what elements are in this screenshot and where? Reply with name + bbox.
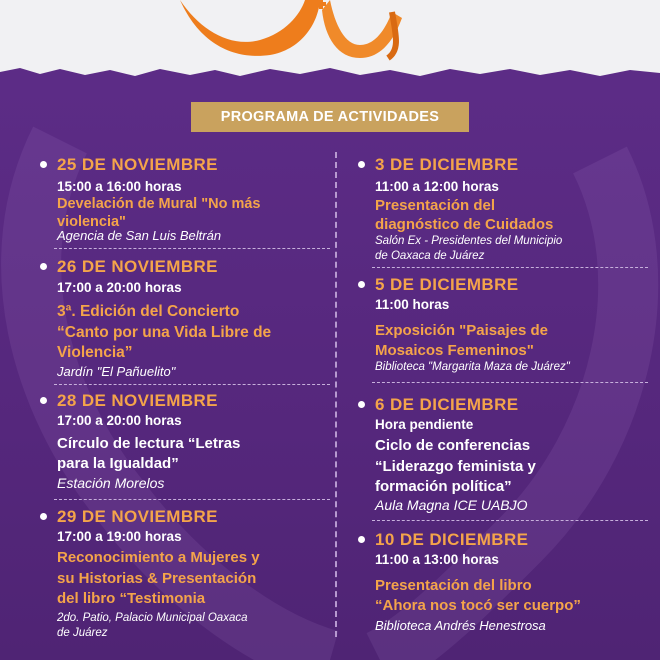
event-place: Biblioteca Andrés Henestrosa bbox=[375, 618, 546, 633]
event-date: 10 DE DICIEMBRE bbox=[375, 530, 529, 549]
event-place: Salón Ex - Presidentes del Municipio de Oaxaca de Juárez bbox=[375, 235, 563, 262]
event-title: Presentación del libro “Ahora nos tocó ser cuerpo” bbox=[375, 577, 581, 614]
bullet-icon bbox=[358, 401, 365, 408]
event-date: 29 DE NOVIEMBRE bbox=[57, 507, 218, 526]
event-place: Biblioteca "Margarita Maza de Juárez" bbox=[375, 361, 570, 373]
event-title: Círculo de lectura “Letras para la Igualdad” bbox=[57, 435, 241, 472]
event-date: 25 DE NOVIEMBRE bbox=[57, 155, 218, 174]
event-date: 26 DE NOVIEMBRE bbox=[57, 257, 218, 276]
event-place: 2do. Patio, Palacio Municipal Oaxaca de Juárez bbox=[57, 612, 248, 639]
event-title: Reconocimiento a Mujeres y su Historias & Presentación del libro “Testimonia bbox=[57, 549, 260, 607]
bullet-icon bbox=[358, 536, 365, 543]
separator bbox=[54, 248, 330, 249]
event-date: 6 DE DICIEMBRE bbox=[375, 395, 519, 414]
bullet-icon bbox=[358, 161, 365, 168]
bullet-icon bbox=[358, 281, 365, 288]
separator bbox=[54, 384, 330, 385]
separator bbox=[372, 520, 648, 521]
event-title: Exposición "Paisajes de Mosaicos Femeninos" bbox=[375, 322, 549, 359]
event-time: 17:00 a 20:00 horas bbox=[57, 413, 182, 428]
event-title: Develación de Mural "No más violencia" bbox=[57, 196, 261, 230]
bullet-icon bbox=[40, 263, 47, 270]
event-title: Presentación del diagnóstico de Cuidados bbox=[375, 197, 554, 233]
event-place: Jardín "El Pañuelito" bbox=[57, 364, 176, 379]
separator bbox=[372, 382, 648, 383]
event-date: 5 DE DICIEMBRE bbox=[375, 275, 519, 294]
event-time: 15:00 a 16:00 horas bbox=[57, 179, 182, 194]
event-time: 17:00 a 20:00 horas bbox=[57, 280, 182, 295]
event-time: 11:00 a 12:00 horas bbox=[375, 179, 499, 194]
column-divider bbox=[335, 152, 337, 637]
event-time: 17:00 a 19:00 horas bbox=[57, 529, 182, 544]
top-banner bbox=[0, 0, 660, 80]
event-place: Aula Magna ICE UABJO bbox=[375, 497, 528, 513]
event-title: Ciclo de conferencias “Liderazgo feminista y formación política” bbox=[375, 437, 536, 495]
program-header: PROGRAMA DE ACTIVIDADES bbox=[191, 102, 469, 132]
torn-paper-edge bbox=[0, 60, 660, 80]
event-time: Hora pendiente bbox=[375, 417, 474, 432]
event-time: 11:00 a 13:00 horas bbox=[375, 552, 499, 567]
event-time: 11:00 horas bbox=[375, 297, 450, 312]
event-date: 3 DE DICIEMBRE bbox=[375, 155, 519, 174]
bullet-icon bbox=[40, 397, 47, 404]
separator bbox=[54, 499, 330, 500]
separator bbox=[372, 267, 648, 268]
event-place: Agencia de San Luis Beltrán bbox=[57, 228, 222, 243]
event-date: 28 DE NOVIEMBRE bbox=[57, 391, 218, 410]
bullet-icon bbox=[40, 161, 47, 168]
bullet-icon bbox=[40, 513, 47, 520]
event-place: Estación Morelos bbox=[57, 475, 165, 491]
event-title: 3ª. Edición del Concierto “Canto por una Vida Libre de Violencia” bbox=[57, 303, 272, 361]
